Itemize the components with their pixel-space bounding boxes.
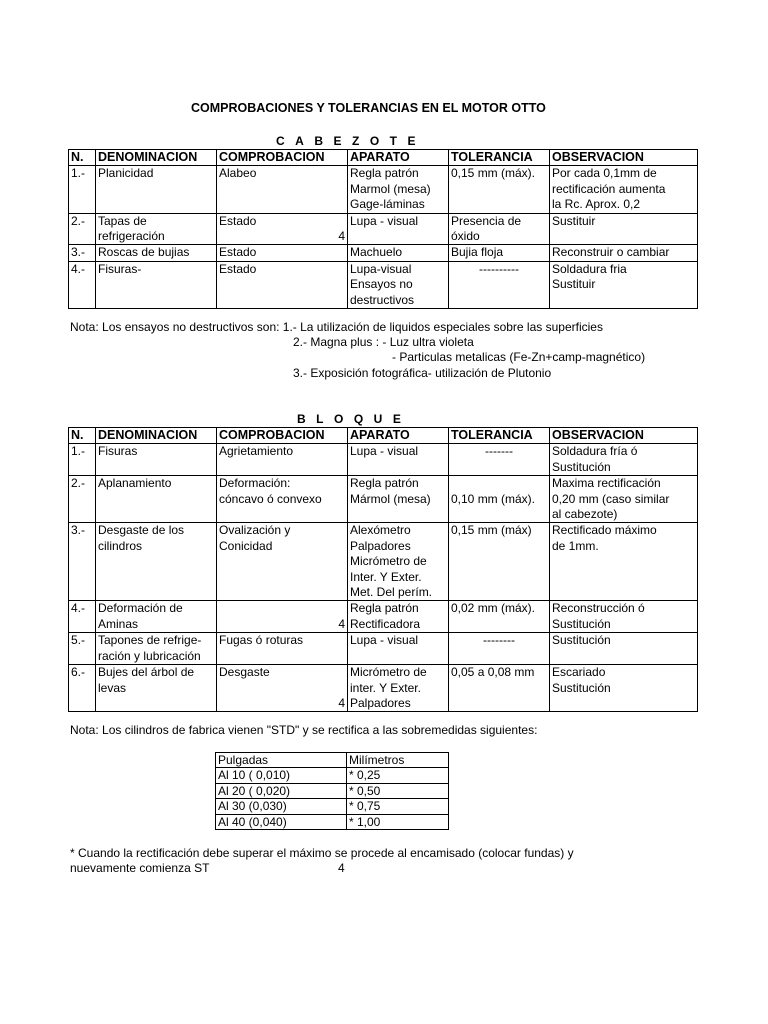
table-row bbox=[216, 799, 449, 814]
cell-denominacion: Tapas de refrigeración bbox=[96, 213, 217, 245]
cell-observacion: Rectificado máximo de 1mm. bbox=[550, 523, 698, 601]
table-row bbox=[69, 166, 698, 213]
cell-denominacion: Bujes del árbol de levas bbox=[96, 665, 217, 712]
cell-comprobacion bbox=[217, 166, 348, 213]
table-row bbox=[69, 476, 698, 523]
cell-tolerancia: ---------- bbox=[449, 261, 550, 308]
cell-tolerancia: 0,05 a 0,08 mm bbox=[449, 665, 550, 712]
cell-aparato: Regla patrón Mármol (mesa) bbox=[348, 476, 449, 523]
cell-aparato: Micrómetro de inter. Y Exter. Palpadores bbox=[348, 665, 449, 712]
cell-comprobacion bbox=[217, 633, 348, 665]
cell-denominacion: Desgaste de los cilindros bbox=[96, 523, 217, 601]
header-observacion: OBSERVACION bbox=[550, 150, 698, 166]
cell-milimetros: * 0,25 bbox=[347, 768, 449, 783]
table-row bbox=[216, 814, 449, 829]
header-row bbox=[69, 150, 698, 166]
header-milimetros: Milímetros bbox=[347, 753, 449, 768]
nota-ensayos-line-3: - Particulas metalicas (Fe-Zn+camp-magnético) bbox=[392, 350, 646, 364]
cell-tolerancia: ------- bbox=[449, 444, 550, 476]
cell-denominacion: Fisuras- bbox=[96, 261, 217, 308]
cabezote-table bbox=[68, 149, 698, 309]
cell-comprobacion bbox=[217, 523, 348, 601]
cell-page-number: 4 bbox=[338, 616, 345, 631]
cell-milimetros: * 1,00 bbox=[347, 814, 449, 829]
header-denominacion: DENOMINACION bbox=[96, 150, 217, 166]
cell-n: 2.- bbox=[69, 213, 96, 245]
header-n: N. bbox=[69, 428, 96, 444]
cell-observacion: Sustituir bbox=[550, 213, 698, 245]
footnote-line-1: * Cuando la rectificación debe superar el máximo se procede al encamisado (colocar fundas) y bbox=[70, 846, 574, 860]
cell-observacion: Por cada 0,1mm de rectificación aumenta la Rc. Aprox. 0,2 bbox=[550, 166, 698, 213]
cell-comprobacion bbox=[217, 601, 348, 633]
table-row bbox=[69, 523, 698, 601]
comprobacion-text: Fugas ó roturas bbox=[219, 633, 304, 648]
cell-n: 1.- bbox=[69, 444, 96, 476]
document-title: COMPROBACIONES Y TOLERANCIAS EN EL MOTOR OTTO bbox=[191, 101, 546, 115]
cell-denominacion: Deformación de Aminas bbox=[96, 601, 217, 633]
header-tolerancia: TOLERANCIA bbox=[449, 428, 550, 444]
cell-pulgadas: Al 30 (0,030) bbox=[216, 799, 347, 814]
comprobacion-text: Deformación: cóncavo ó convexo bbox=[219, 476, 322, 506]
nota-ensayos-line-4: 3.- Exposición fotográfica- utilización de Plutonio bbox=[293, 366, 552, 380]
cell-pulgadas: Al 10 ( 0,010) bbox=[216, 768, 347, 783]
cell-milimetros: * 0,50 bbox=[347, 783, 449, 798]
cell-aparato: Lupa - visual bbox=[348, 213, 449, 245]
table-row bbox=[69, 444, 698, 476]
table-row bbox=[69, 261, 698, 308]
header-pulgadas: Pulgadas bbox=[216, 753, 347, 768]
nota-ensayos-line-1: Nota: Los ensayos no destructivos son: 1.- La utilización de liquidos especiales sobre las superficies bbox=[70, 320, 603, 334]
table-row bbox=[69, 601, 698, 633]
table-row bbox=[216, 768, 449, 783]
cell-aparato: Regla patrón Marmol (mesa) Gage-láminas bbox=[348, 166, 449, 213]
comprobacion-text: Agrietamiento bbox=[219, 444, 294, 459]
sobremedidas-header-row bbox=[216, 753, 449, 768]
section-heading-bloque: BLOQUE bbox=[297, 412, 412, 426]
cell-comprobacion bbox=[217, 213, 348, 245]
cell-tolerancia: -------- bbox=[449, 633, 550, 665]
cell-denominacion: Tapones de refrige- ración y lubricación bbox=[96, 633, 217, 665]
cell-n: 6.- bbox=[69, 665, 96, 712]
cell-aparato: Lupa - visual bbox=[348, 444, 449, 476]
header-denominacion: DENOMINACION bbox=[96, 428, 217, 444]
nota-ensayos-line-2: 2.- Magna plus : - Luz ultra violeta bbox=[293, 335, 474, 349]
cell-observacion: Soldadura fria Sustituir bbox=[550, 261, 698, 308]
cell-pulgadas: Al 20 ( 0,020) bbox=[216, 783, 347, 798]
section-heading-cabezote: CABEZOTE bbox=[276, 134, 426, 148]
comprobacion-text: Estado bbox=[219, 261, 257, 276]
table-row bbox=[216, 783, 449, 798]
cell-aparato: Machuelo bbox=[348, 245, 449, 261]
cell-n: 4.- bbox=[69, 261, 96, 308]
cell-n: 3.- bbox=[69, 245, 96, 261]
cell-denominacion: Aplanamiento bbox=[96, 476, 217, 523]
cell-observacion: Sustitución bbox=[550, 633, 698, 665]
cell-tolerancia: 0,02 mm (máx). bbox=[449, 601, 550, 633]
nota-cilindros: Nota: Los cilindros de fabrica vienen "STD" y se rectifica a las sobremedidas siguientes: bbox=[70, 723, 538, 737]
comprobacion-text: Ovalización y Conicidad bbox=[219, 523, 291, 553]
cell-aparato: Regla patrón Rectificadora bbox=[348, 601, 449, 633]
cell-observacion: Maxima rectificación 0,20 mm (caso similar al cabezote) bbox=[550, 476, 698, 523]
cell-denominacion: Fisuras bbox=[96, 444, 217, 476]
cell-n: 4.- bbox=[69, 601, 96, 633]
comprobacion-text: Desgaste bbox=[219, 665, 270, 680]
cell-denominacion: Planicidad bbox=[96, 166, 217, 213]
header-tolerancia: TOLERANCIA bbox=[449, 150, 550, 166]
cell-aparato: Lupa-visual Ensayos no destructivos bbox=[348, 261, 449, 308]
cell-tolerancia: 0,15 mm (máx) bbox=[449, 523, 550, 601]
header-comprobacion: COMPROBACION bbox=[217, 428, 348, 444]
header-observacion: OBSERVACION bbox=[550, 428, 698, 444]
footnote-line-2: nuevamente comienza ST bbox=[70, 861, 210, 875]
cell-n: 2.- bbox=[69, 476, 96, 523]
cell-comprobacion bbox=[217, 476, 348, 523]
cell-comprobacion bbox=[217, 261, 348, 308]
cell-n: 3.- bbox=[69, 523, 96, 601]
header-n: N. bbox=[69, 150, 96, 166]
cell-aparato: Lupa - visual bbox=[348, 633, 449, 665]
page-number: 4 bbox=[338, 861, 345, 875]
comprobacion-text: Estado bbox=[219, 245, 257, 260]
cell-n: 5.- bbox=[69, 633, 96, 665]
cell-tolerancia: Bujia floja bbox=[449, 245, 550, 261]
cell-observacion: Escariado Sustitución bbox=[550, 665, 698, 712]
cell-comprobacion bbox=[217, 245, 348, 261]
cell-comprobacion bbox=[217, 665, 348, 712]
sobremedidas-table bbox=[215, 752, 449, 830]
cell-comprobacion bbox=[217, 444, 348, 476]
comprobacion-text: Estado bbox=[219, 213, 257, 228]
cell-tolerancia: 0,10 mm (máx). bbox=[449, 476, 550, 523]
header-comprobacion: COMPROBACION bbox=[217, 150, 348, 166]
cell-aparato: Alexómetro Palpadores Micrómetro de Inter. Y Exter. Met. Del perím. bbox=[348, 523, 449, 601]
header-aparato: APARATO bbox=[348, 150, 449, 166]
cell-tolerancia: Presencia de óxido bbox=[449, 213, 550, 245]
table-row bbox=[69, 213, 698, 245]
cell-denominacion: Roscas de bujias bbox=[96, 245, 217, 261]
cell-page-number: 4 bbox=[338, 695, 345, 710]
table-row bbox=[69, 633, 698, 665]
cell-milimetros: * 0,75 bbox=[347, 799, 449, 814]
cell-pulgadas: Al 40 (0,040) bbox=[216, 814, 347, 829]
cell-observacion: Reconstrucción ó Sustitución bbox=[550, 601, 698, 633]
comprobacion-text: Alabeo bbox=[219, 166, 257, 181]
bloque-table bbox=[68, 427, 698, 712]
table-row bbox=[69, 245, 698, 261]
cell-page-number: 4 bbox=[338, 229, 345, 244]
cell-observacion: Reconstruir o cambiar bbox=[550, 245, 698, 261]
header-aparato: APARATO bbox=[348, 428, 449, 444]
header-row bbox=[69, 428, 698, 444]
cell-observacion: Soldadura fría ó Sustitución bbox=[550, 444, 698, 476]
cell-tolerancia: 0,15 mm (máx). bbox=[449, 166, 550, 213]
cell-n: 1.- bbox=[69, 166, 96, 213]
table-row bbox=[69, 665, 698, 712]
